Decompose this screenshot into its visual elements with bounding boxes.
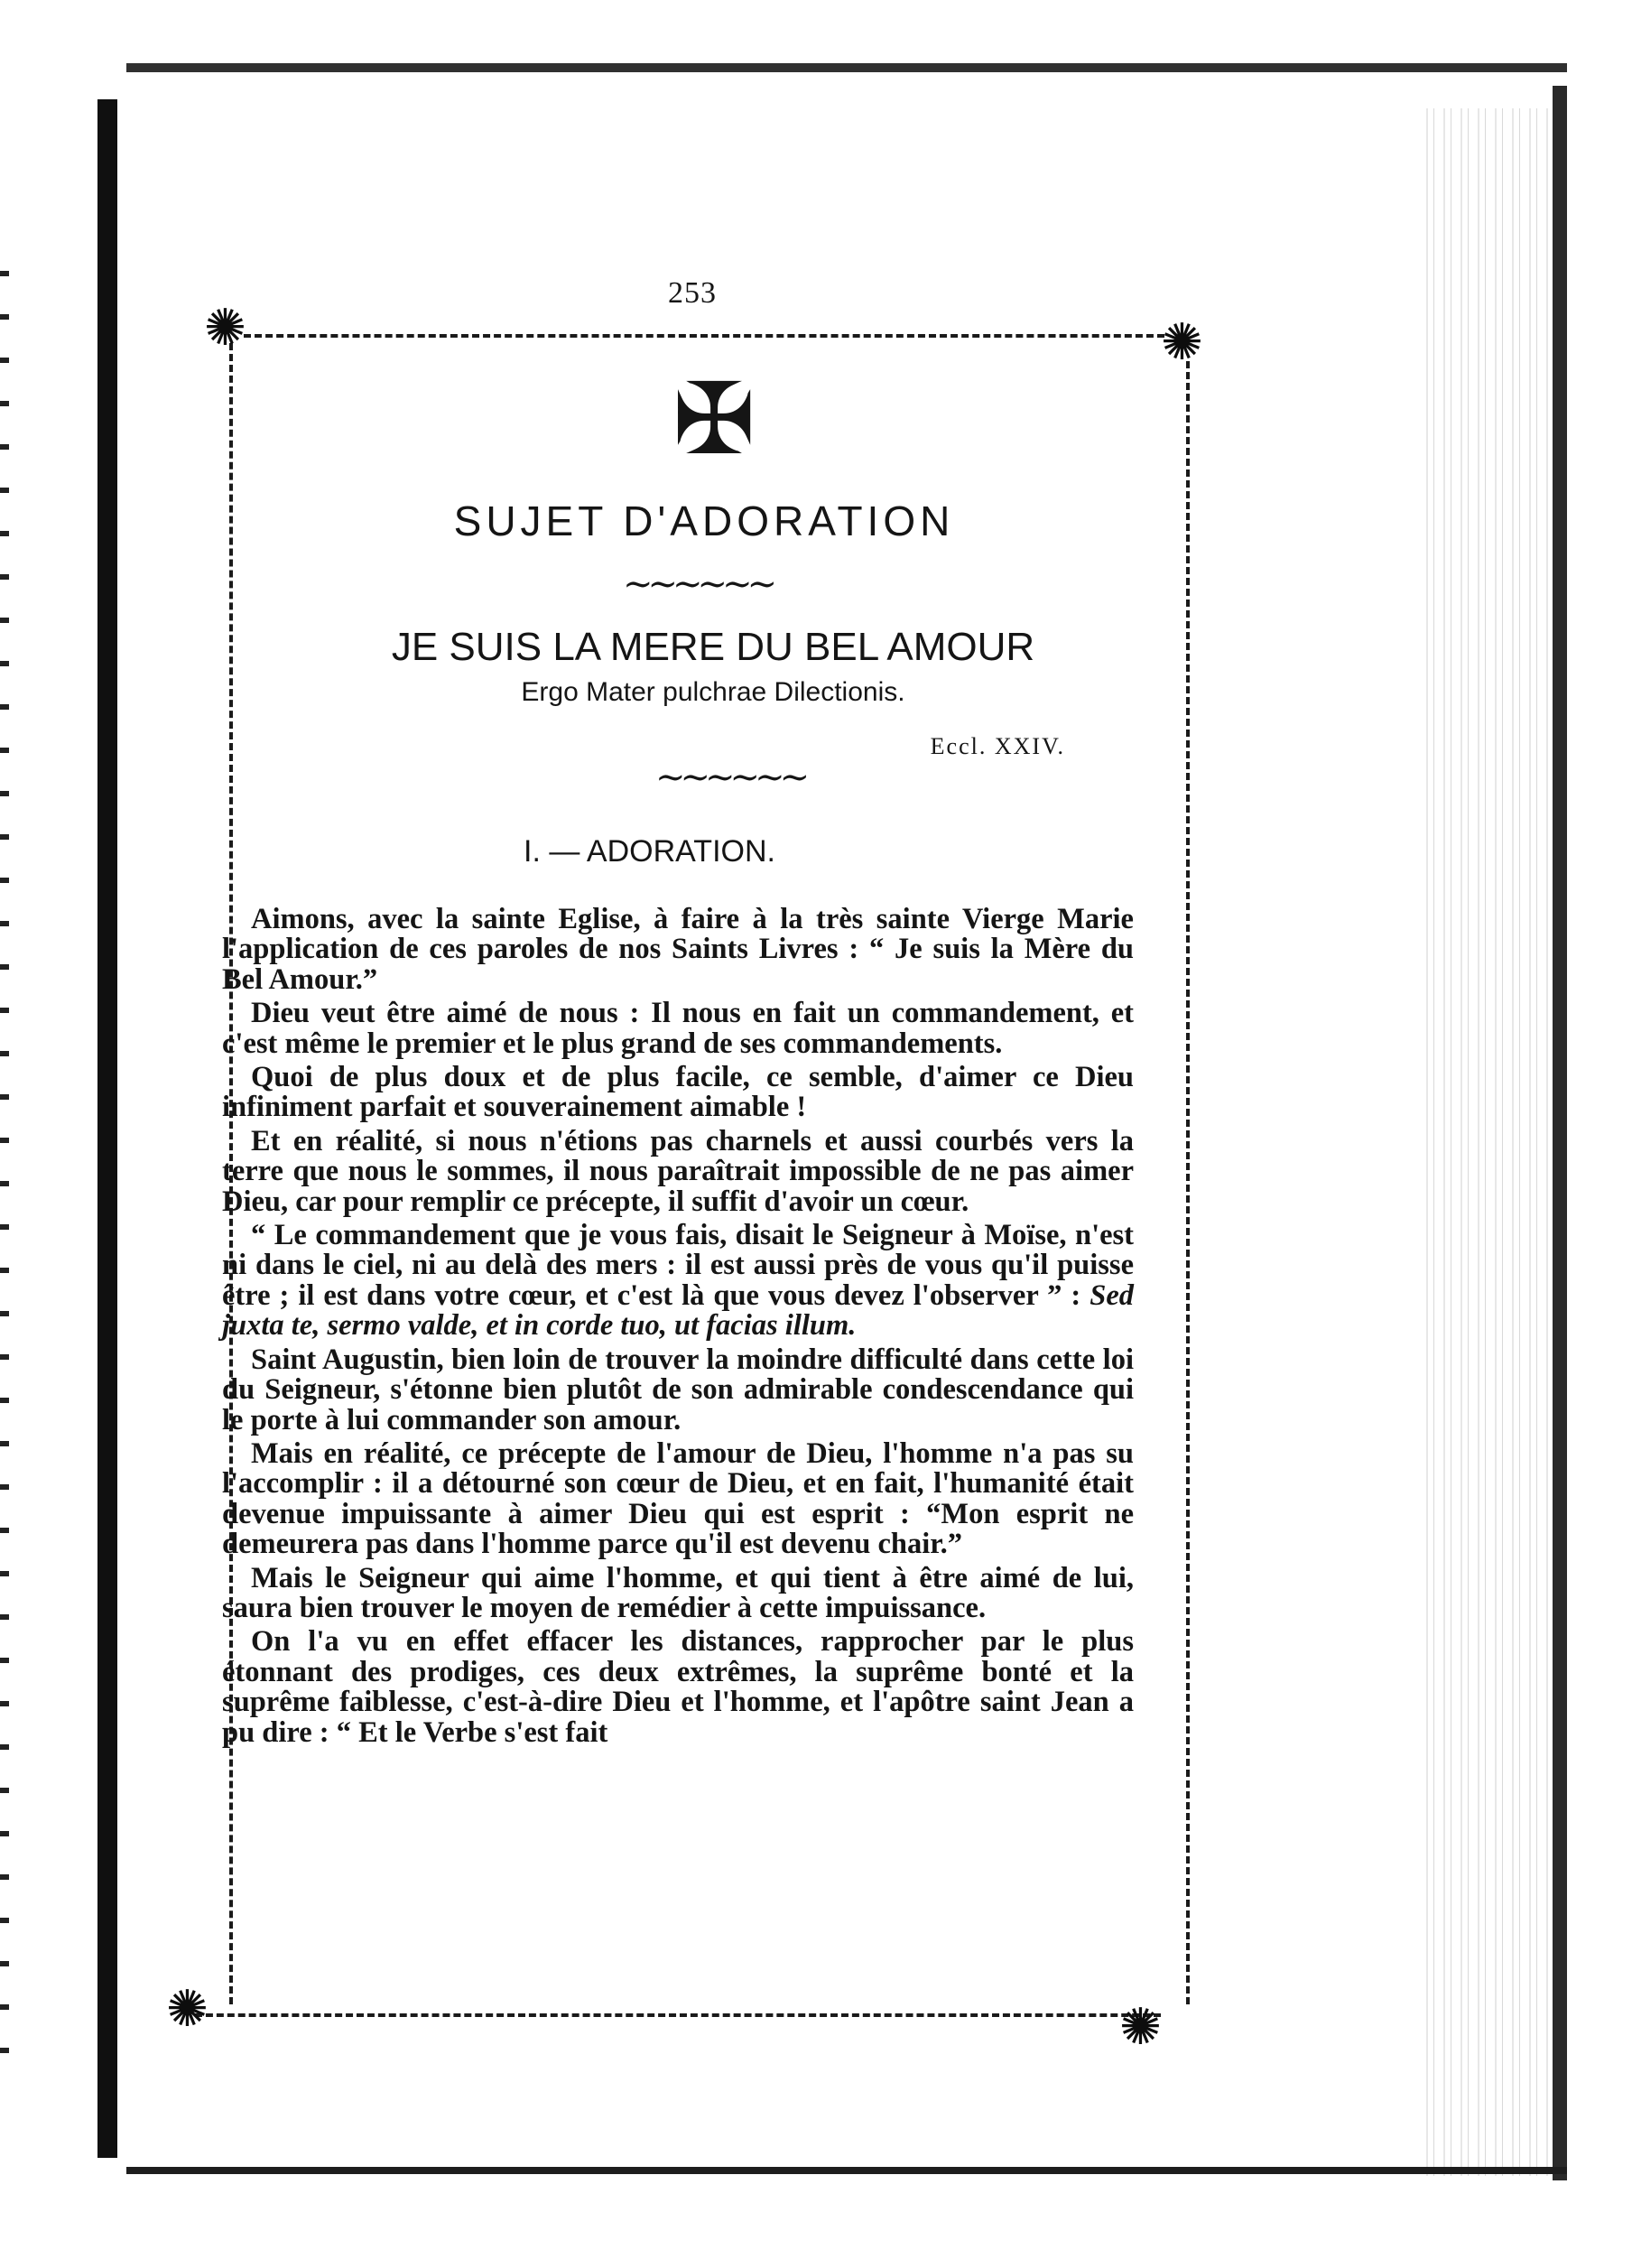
book-spine [97, 99, 117, 2158]
paragraph-text: Quoi de plus doux et de plus facile, ce semble, d'aimer ce Dieu infiniment parfait et souverainement aimable ! [222, 1061, 1134, 1124]
paragraph [222, 999, 1134, 1059]
latin-quotation: Sed juxta te, sermo valde, et in corde tuo, ut facias illum. [222, 1278, 1134, 1343]
cross-icon: ✠ [672, 365, 756, 475]
flower-ornament-icon: ✺ [1161, 315, 1203, 371]
paragraph [222, 1627, 1134, 1748]
latin-subtitle: Ergo Mater pulchrae Dilectionis. [521, 677, 905, 707]
frame-border-bottom [195, 2013, 1161, 2017]
body-text [222, 905, 1134, 1752]
flower-ornament-icon: ✺ [166, 1982, 209, 2038]
paragraph-text: Mais le Seigneur qui aime l'homme, et qui tient à être aimé de lui, saura bien trouver le moyen de remédier à cette impuissance. [222, 1561, 1134, 1624]
flower-ornament-icon: ✺ [204, 301, 246, 357]
frame-border-right [1186, 361, 1190, 2004]
page-title: SUJET D'ADORATION [453, 497, 955, 544]
flower-ornament-icon: ✺ [1119, 2000, 1162, 2056]
paragraph [222, 1436, 1134, 1561]
facing-page [0, 0, 97, 2268]
subtitle-swash-divider: ∼∼∼∼∼∼ [655, 757, 805, 797]
paragraph [222, 1561, 1134, 1624]
paragraph-text: Saint Augustin, bien loin de trouver la moindre difficulté dans cette loi du Seigneur, s'étonne bien plutôt de son admirable condescendance qui le porte à lui commander son amour. [222, 1343, 1134, 1436]
paragraph-text: On l'a vu en effet effacer les distances, rapprocher par le plus étonnant des prodiges, ces deux extrêmes, la suprême bonté et la suprême faiblesse, c'est-à-dire Dieu et l'homme, et l'apôtre saint Jean a pu dire : “ Et le Verbe s'est fait [222, 1625, 1134, 1749]
paragraph [222, 1221, 1134, 1342]
subtitle: JE SUIS LA MERE DU BEL AMOUR [391, 625, 1035, 669]
page-number: 253 [668, 276, 717, 310]
paragraph [222, 1345, 1134, 1436]
page-top-edge [126, 63, 1567, 72]
book-cover-edge [1553, 86, 1567, 2180]
paragraph-text: Dieu veut être aimé de nous : Il nous en fait un commandement, et c'est même le premier et le plus grand de ses commandements. [222, 997, 1134, 1060]
scripture-reference: Eccl. XXIV. [930, 733, 1065, 759]
paragraph-text: Et en réalité, si nous n'étions pas charnels et aussi courbés vers la terre que nous le sommes, il nous paraîtrait impossible de ne pas aimer Dieu, car pour remplir ce précepte, il suffit d'avoir un cœur. [222, 1124, 1134, 1218]
facing-page-edge [0, 271, 9, 2077]
paragraph [222, 905, 1134, 995]
title-swash-divider: ∼∼∼∼∼∼ [623, 563, 773, 604]
page-bottom-edge [126, 2167, 1567, 2174]
paragraph-text: “ Le commandement que je vous fais, disait le Seigneur à Moïse, n'est ni dans le ciel, ni au delà des mers : il est aussi près de vous qu'il puisse être ; il est dans votre cœur, et c'est là que vous devez l'observer ” : [222, 1219, 1134, 1312]
section-heading: I. — ADORATION. [524, 834, 775, 869]
frame-border-top [244, 334, 1164, 338]
page-stack-edges [1417, 108, 1553, 2176]
paragraph-text: Mais en réalité, ce précepte de l'amour de Dieu, l'homme n'a pas su l'accomplir : il a détourné son cœur de Dieu, et en fait, l'humanité était devenue impuissante à aimer Dieu qui est esprit : “Mon esprit ne demeurera pas dans l'homme parce qu'il est devenu chair.” [222, 1436, 1134, 1561]
paragraph-text: Aimons, avec la sainte Eglise, à faire à la très sainte Vierge Marie l'application de ces paroles de nos Saints Livres : “ Je suis la Mère du Bel Amour.” [222, 903, 1134, 996]
paragraph [222, 1063, 1134, 1123]
paragraph [222, 1124, 1134, 1218]
